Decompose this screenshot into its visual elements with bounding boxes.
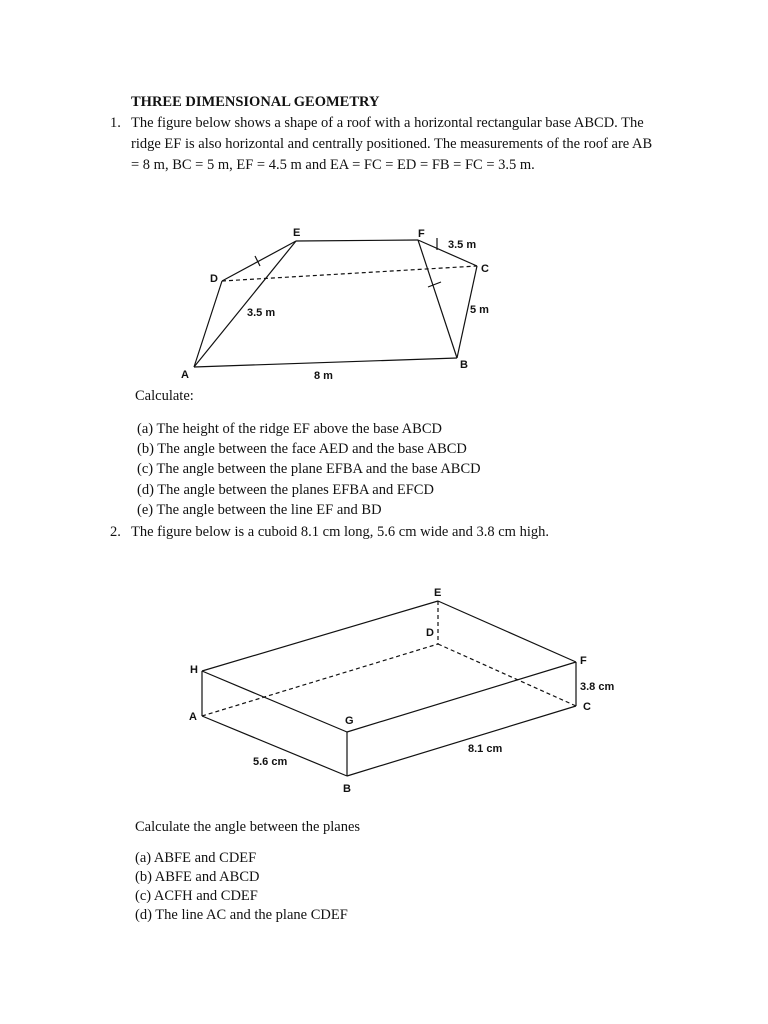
edge-gf [347,662,576,732]
vertex-c-label: C [481,263,489,275]
label-ab: 8 m [314,370,333,382]
edge-bc [347,706,576,776]
vertex-b-label: B [460,359,468,371]
vertex-d-label: D [210,273,218,285]
q1-part-a: (a) The height of the ridge EF above the base ABCD [137,421,442,437]
q1-number: 1. [110,115,121,131]
label-width: 5.6 cm [253,756,288,768]
q1-text-line-2: ridge EF is also horizontal and centrally positioned. The measurements of the roof are AB [131,136,653,152]
q1-part-d: (d) The angle between the planes EFBA and EFCD [137,482,434,498]
vertex-a-label: A [181,369,189,381]
vertex-g-label: G [345,715,354,727]
vertex-e-label: E [293,227,301,239]
edge-ad-hidden [202,644,438,716]
q1-text-line-3: = 8 m, BC = 5 m, EF = 4.5 m and EA = FC = ED = FB = FC = 3.5 m. [131,157,535,173]
q2-part-a: (a) ABFE and CDEF [135,850,257,866]
page-title: THREE DIMENSIONAL GEOMETRY [131,94,380,110]
vertex-b-label: B [343,783,351,795]
vertex-d-label: D [426,627,434,639]
label-height: 3.8 cm [580,681,615,693]
q2-number: 2. [110,524,121,540]
q2-prompt: Calculate the angle between the planes [135,819,361,835]
vertex-f-label: F [418,228,425,240]
vertex-h-label: H [190,664,198,676]
q1-part-e: (e) The angle between the line EF and BD [137,502,382,518]
label-ed: 3.5 m [247,307,276,319]
vertex-e-label: E [434,587,442,599]
vertex-c-label: C [583,701,591,713]
vertex-f-label: F [580,655,587,667]
q1-text-line-1: The figure below shows a shape of a roof with a horizontal rectangular base ABCD. The [131,115,644,131]
label-bc: 5 m [470,304,489,316]
label-fc: 3.5 m [448,239,477,251]
edge-eh [202,601,438,671]
q1-prompt: Calculate: [135,388,194,404]
q1-part-b: (b) The angle between the face AED and the base ABCD [137,441,467,457]
q2-text: The figure below is a cuboid 8.1 cm long, 5.6 cm wide and 3.8 cm high. [131,524,549,540]
edge-hg [202,671,347,732]
q2-part-d: (d) The line AC and the plane CDEF [135,907,348,923]
label-length: 8.1 cm [468,743,503,755]
q2-part-c: (c) ACFH and CDEF [135,888,258,904]
q2-part-b: (b) ABFE and ABCD [135,869,260,885]
vertex-a-label: A [189,711,197,723]
q1-part-c: (c) The angle between the plane EFBA and the base ABCD [137,461,481,477]
